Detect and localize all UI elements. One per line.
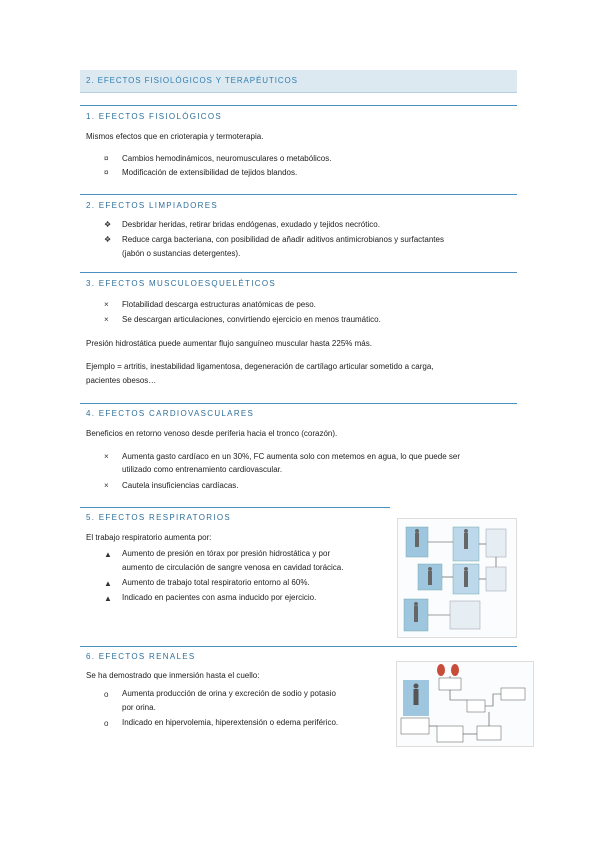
section-intro: Mismos efectos que en crioterapia y termoterapia. — [86, 132, 264, 141]
list-item-continuation: por orina. — [122, 703, 156, 712]
paragraph: pacientes obesos… — [86, 376, 157, 385]
immersion-depth-figure — [397, 518, 517, 638]
list-item: Cautela insuficiencias cardíacas. — [122, 481, 239, 490]
list-item: Aumento de presión en tórax por presión hidrostática y por — [122, 549, 331, 558]
section-banner — [80, 70, 517, 93]
section-intro: Beneficios en retorno venoso desde periferia hacia el tronco (corazón). — [86, 429, 338, 438]
x-bullet-icon: × — [104, 481, 109, 490]
bullet-marker-icon: ¤ — [104, 154, 109, 163]
list-item-continuation: utilizado como entrenamiento cardiovascular. — [122, 465, 283, 474]
list-item: Modificación de extensibilidad de tejidos blandos. — [122, 168, 298, 177]
list-item: Aumenta producción de orina y excreción de sodio y potasio — [122, 689, 336, 698]
list-item: Reduce carga bacteriana, con posibilidad de añadir aditivos antimicrobianos y surfactantes — [122, 235, 444, 244]
section-rule — [80, 646, 517, 647]
triangle-bullet-icon: ▲ — [104, 594, 112, 603]
section-rule — [80, 507, 390, 508]
diamond-bullet-icon: ❖ — [104, 235, 112, 244]
list-item: Aumenta gasto cardíaco en un 30%, FC aumenta solo con metemos en agua, lo que puede ser — [122, 452, 460, 461]
list-item: Flotabilidad descarga estructuras anatómicas de peso. — [122, 300, 316, 309]
list-item: Desbridar heridas, retirar bridas endógenas, exudado y tejidos necrótico. — [122, 220, 380, 229]
list-item: Se descargan articulaciones, convirtiendo ejercicio en menos traumático. — [122, 315, 381, 324]
section-title-fisiologicos: 1. EFECTOS FISIOLÓGICOS — [86, 112, 222, 121]
section-intro: Se ha demostrado que inmersión hasta el cuello: — [86, 671, 260, 680]
banner-title: 2. EFECTOS FISIOLÓGICOS Y TERAPÉUTICOS — [86, 76, 298, 85]
list-item: Indicado en hipervolemia, hiperextensión o edema periférico. — [122, 718, 339, 727]
circle-bullet-icon: o — [104, 719, 109, 728]
section-title-limpiadores: 2. EFECTOS LIMPIADORES — [86, 201, 219, 210]
section-rule — [80, 194, 517, 195]
section-rule — [80, 272, 517, 273]
x-bullet-icon: × — [104, 452, 109, 461]
section-intro: El trabajo respiratorio aumenta por: — [86, 533, 212, 542]
section-title-musculoesqueleticos: 3. EFECTOS MUSCULOESQUELÉTICOS — [86, 279, 276, 288]
section-title-respiratorios: 5. EFECTOS RESPIRATORIOS — [86, 513, 232, 522]
list-item-continuation: (jabón o sustancias detergentes). — [122, 249, 241, 258]
section-rule — [80, 403, 517, 404]
x-bullet-icon: × — [104, 315, 109, 324]
triangle-bullet-icon: ▲ — [104, 550, 112, 559]
section-title-renales: 6. EFECTOS RENALES — [86, 652, 196, 661]
renal-flow-figure — [396, 661, 534, 747]
list-item: Cambios hemodinámicos, neuromusculares o metabólicos. — [122, 154, 332, 163]
bullet-marker-icon: ¤ — [104, 168, 109, 177]
diamond-bullet-icon: ❖ — [104, 220, 112, 229]
x-bullet-icon: × — [104, 300, 109, 309]
triangle-bullet-icon: ▲ — [104, 579, 112, 588]
list-item: Aumento de trabajo total respiratorio entorno al 60%. — [122, 578, 310, 587]
circle-bullet-icon: o — [104, 690, 109, 699]
section-rule — [80, 105, 517, 106]
section-title-cardiovasculares: 4. EFECTOS CARDIOVASCULARES — [86, 409, 255, 418]
paragraph: Presión hidrostática puede aumentar flujo sanguíneo muscular hasta 225% más. — [86, 339, 372, 348]
paragraph: Ejemplo = artritis, inestabilidad ligamentosa, degeneración de cartílago articular sometido a carga, — [86, 362, 434, 371]
list-item: Indicado en pacientes con asma inducido por ejercicio. — [122, 593, 317, 602]
list-item-continuation: aumento de circulación de sangre venosa en cavidad torácica. — [122, 563, 344, 572]
